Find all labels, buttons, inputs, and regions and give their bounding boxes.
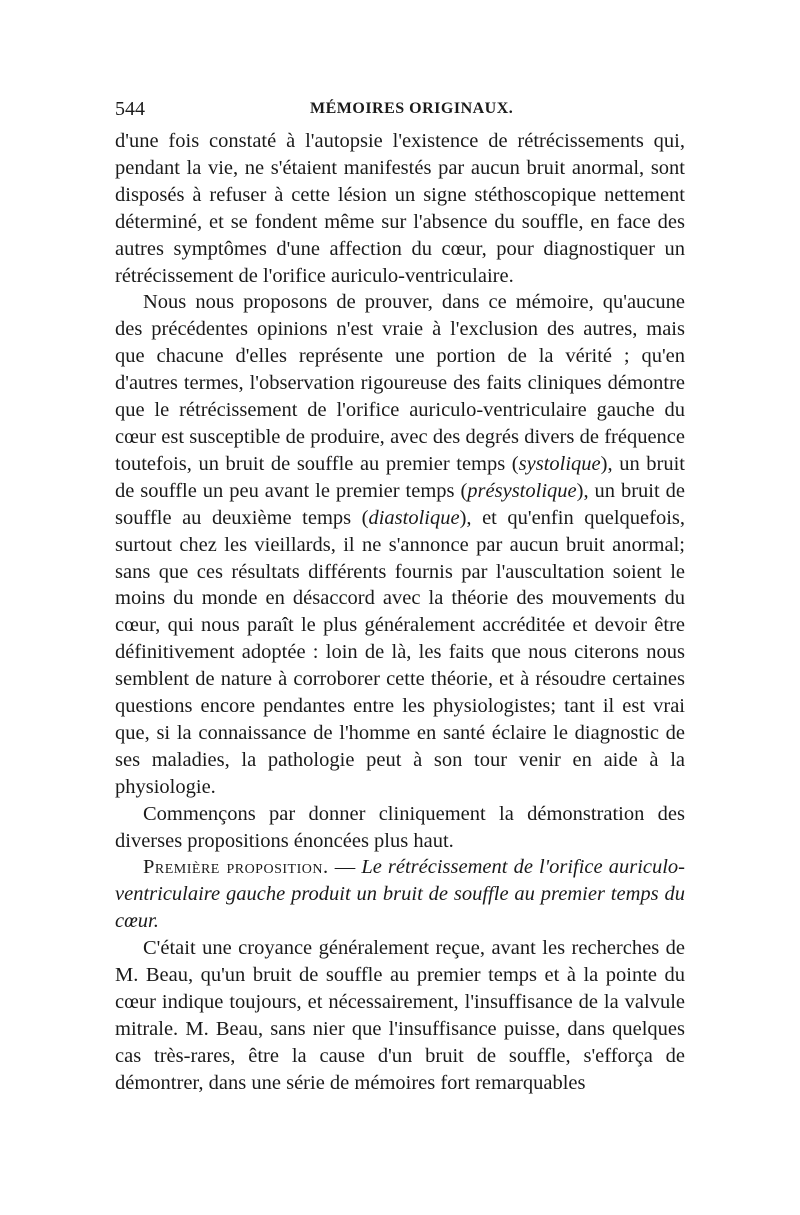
proposition-statement: Le rétrécissement de l'orifice auriculo-ventriculaire gauche produit un bruit de souffle au premier temps du cœur.: [115, 856, 686, 933]
proposition-label: Première proposition.: [143, 856, 329, 879]
paragraph-thesis-text-4: ), et qu'enfin quelquefois, surtout chez les vieillards, il ne s'annonce par aucun bruit anormal; sans que ces résultats différents fournis par l'auscultation soient le moins du monde en désaccord avec la théorie des mouvements du cœur, qui nous paraît le plus généralement accréditée et devoir être définitivement adoptée : loin de là, les faits que nous citerons nous semblent de nature à corroborer cette théorie, et à résoudre certaines questions encore pendantes entre les physiologistes; tant il est vrai que, si la connaissance de l'homme en santé éclaire le diagnostic de ses maladies, la pathologie peut à son tour venir en aide à la physiologie.: [115, 506, 685, 798]
body-text: [115, 128, 685, 1097]
running-head: MÉMOIRES ORIGINAUX.: [310, 100, 514, 117]
paragraph-thesis-text-3: ), un bruit de souffle au deuxième temps (: [115, 479, 685, 529]
page-header: [115, 98, 685, 128]
paragraph-thesis-text-2: ), un bruit de souffle un peu avant le premier temps (: [115, 452, 686, 502]
paragraph-transition: Commençons par donner cliniquement la démonstration des diverses propositions énoncées plus haut.: [115, 802, 685, 852]
term-systolique: systolique: [518, 452, 601, 475]
term-diastolique: diastolique: [368, 506, 460, 529]
paragraph-thesis-text-1: Nous nous proposons de prouver, dans ce mémoire, qu'aucune des précédentes opinions n'est vraie à l'exclusion des autres, mais que chacune d'elles représente une portion de la vérité ; qu'en d'autres termes, l'observation rigoureuse des faits cliniques démontre que le rétrécissement de l'orifice auriculo-ventriculaire gauche du cœur est susceptible de produire, avec des degrés divers de fréquence toutefois, un bruit de souffle au premier temps (: [115, 291, 685, 475]
paragraph-first-proposition: [115, 854, 685, 935]
page-number: 544: [115, 98, 145, 120]
paragraph-continuation: d'une fois constaté à l'autopsie l'existence de rétrécissements qui, pendant la vie, ne s'étaient manifestés par aucun bruit anormal, sont disposés à refuser à cette lésion un signe stéthoscopique nettement déterminé, et se fondent même sur l'absence du souffle, en face des autres symptômes d'une affection du cœur, pour diagnostiquer un rétrécissement de l'orifice auriculo-ventriculaire.: [115, 130, 685, 287]
paragraph-thesis: [115, 289, 685, 800]
book-page: [115, 98, 685, 1097]
proposition-dash: —: [328, 856, 362, 879]
term-presystolique: présystolique: [467, 479, 577, 502]
paragraph-beau: C'était une croyance généralement reçue, avant les recherches de M. Beau, qu'un bruit de souffle au premier temps et à la pointe du cœur indique toujours, et nécessairement, l'insuffisance de la valvule mitrale. M. Beau, sans nier que l'insuffisance puisse, dans quelques cas très-rares, être la cause d'un bruit de souffle, s'efforça de démontrer, dans une série de mémoires fort remarquables: [115, 937, 685, 1094]
